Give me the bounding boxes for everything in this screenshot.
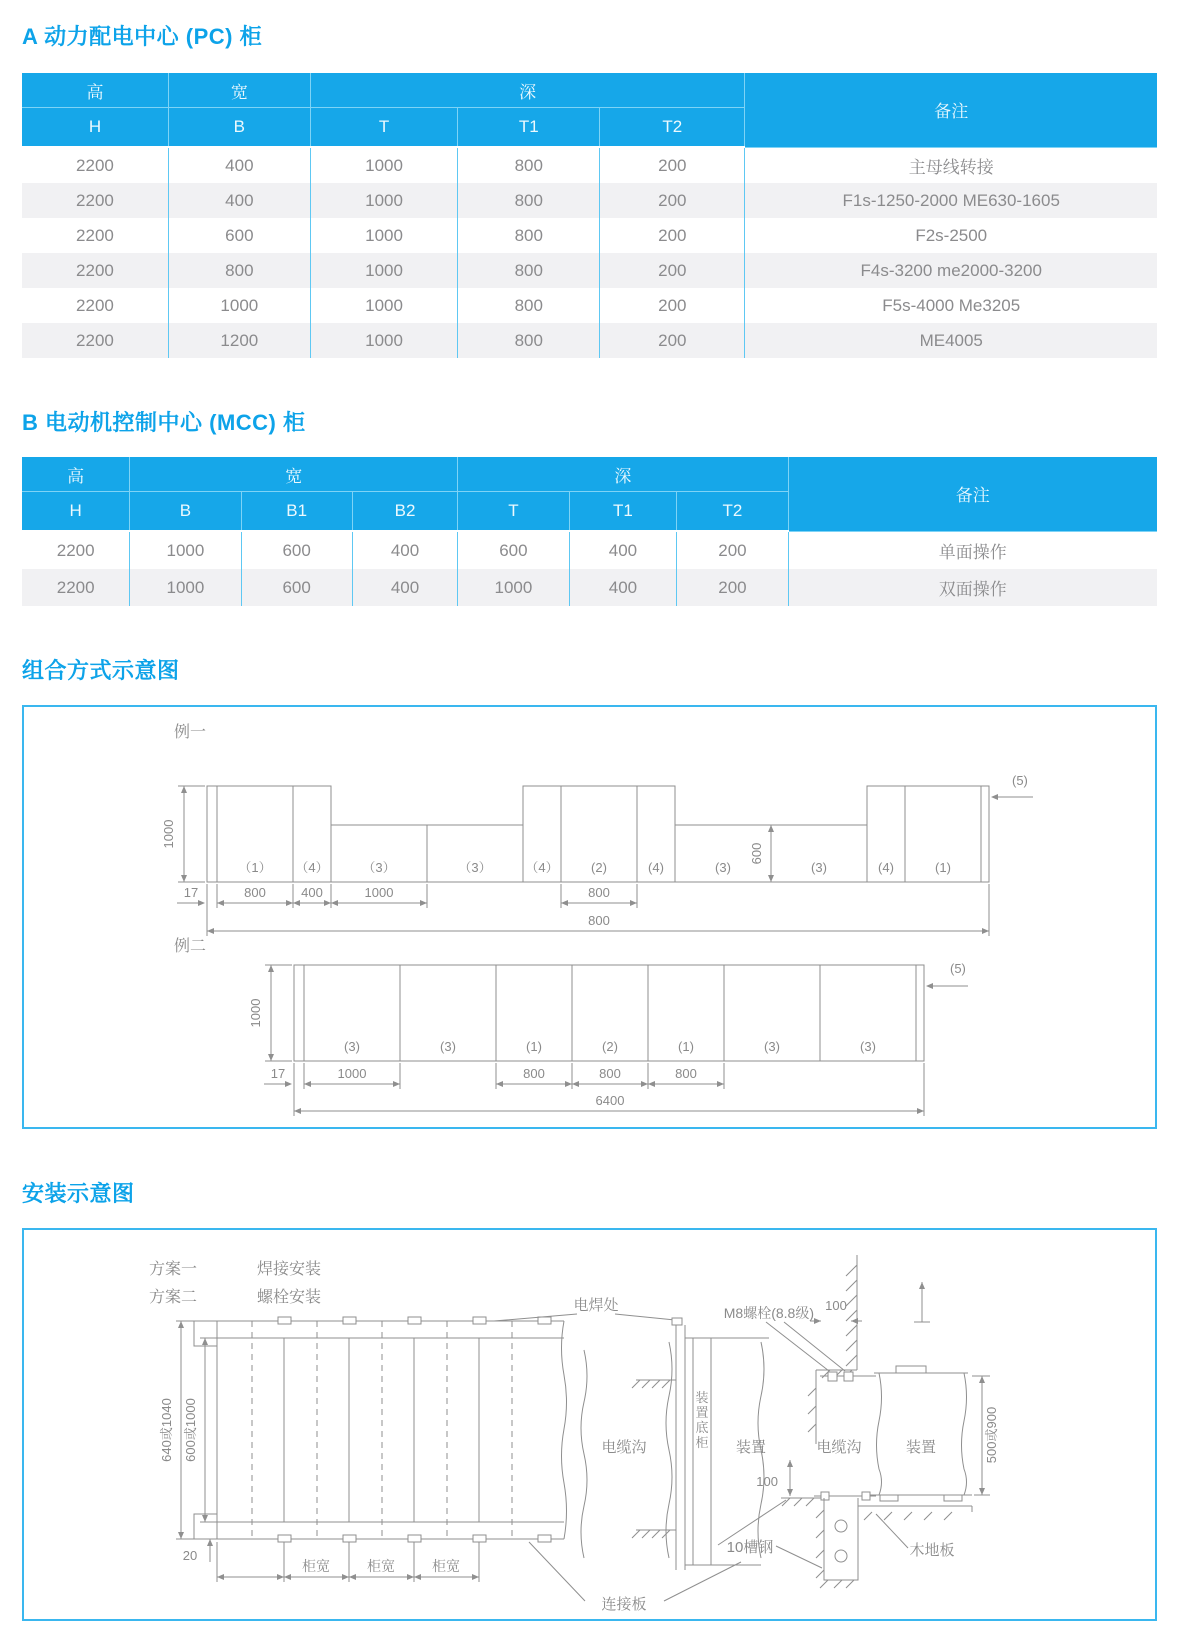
m8-bolt-label: M8螺栓(8.8级) [723,1305,814,1321]
dim-arrowhead [917,1108,924,1114]
block-label: (3) [715,860,731,875]
table-row [22,531,1157,569]
block-label: (2) [602,1039,618,1054]
block-label: （1） [238,860,272,875]
plate-label: 连接板 [601,1596,647,1613]
table-cell: 200 [600,183,745,218]
callout-label: (5) [1012,773,1028,788]
right-cabinet [870,1373,972,1495]
mcc-cabinet-table [22,457,1157,606]
wood-leader [876,1514,908,1548]
wood-floor-label: 木地板 [909,1542,955,1559]
right-end-plate [981,786,989,882]
combination-diagram-svg [24,707,1155,1123]
height-dim-label: 1000 [248,998,263,1028]
lower-bolts [814,1492,876,1500]
table-cell: F2s-2500 [745,218,1157,253]
block-label: (3) [344,1039,360,1054]
table-cell: 600 [168,218,310,253]
cabinet-foot [880,1495,898,1501]
height-dim-label: 1000 [161,819,176,849]
block-label: (1) [935,860,951,875]
table-cell: F1s-1250-2000 ME630-1605 [745,183,1157,218]
right-end-plate [916,965,924,1061]
table-cell: 200 [600,323,745,358]
section-b-title: B 电动机控制中心 (MCC) 柜 [22,410,306,435]
block-label: (4) [648,860,664,875]
table-cell: 1000 [310,288,458,323]
cable-trench-label: 电缆沟 [816,1439,862,1456]
example-label: 例二 [174,938,207,955]
dim-arrowhead [217,900,224,906]
table-cell: 2200 [56,540,95,560]
table-cell: 800 [458,253,600,288]
col-b: B [130,492,241,532]
table-row [22,569,1157,606]
table-cell: 800 [458,288,600,323]
table-cell: 1000 [130,531,241,569]
table-cell: 800 [458,323,600,358]
col-group-remark: 备注 [788,457,1157,531]
table-cell: 1200 [168,323,310,358]
table-cell: 2200 [76,330,114,350]
block-label: （4） [295,860,329,875]
combination-diagram [22,705,1157,1129]
dim-arrowhead [286,900,293,906]
col-group-remark: 备注 [745,73,1157,147]
plan-outline [194,1321,564,1539]
block-label: (3) [764,1039,780,1054]
table-row [22,253,1157,288]
dim-arrowhead [768,825,774,832]
dim-arrowhead [982,928,989,934]
table-cell: 800 [458,147,600,183]
table-cell: 1000 [310,218,458,253]
installation-diagram [22,1228,1157,1621]
table-cell: 1000 [310,253,458,288]
table-cell: 200 [600,253,745,288]
col-group-depth: 深 [310,73,745,108]
block-label: (3) [440,1039,456,1054]
cab-width-label: 柜宽 [302,1558,330,1574]
total-dim-label: 6400 [595,1093,625,1108]
col-h: H [22,492,130,532]
offset-dim-label: 17 [270,1066,286,1081]
dim-arrowhead [268,1054,274,1061]
trench-ledge [781,1498,824,1506]
table-cell: 400 [352,569,458,606]
channel-hole [835,1520,847,1532]
dim-arrowhead [926,983,933,989]
inner-dim-label: 600 [749,842,764,865]
block-label: (1) [526,1039,542,1054]
block-label: (4) [878,860,894,875]
cabinet-top-tab [896,1366,926,1373]
plan-break-edge [562,1321,567,1539]
channel-leaders [718,1500,822,1568]
col-t1: T1 [458,108,600,148]
example-label: 例一 [174,724,207,741]
m8-leaders [766,1322,845,1371]
block-label: (1) [678,1039,694,1054]
plate-leaders [529,1542,741,1601]
col-group-depth: 深 [458,457,788,492]
col-group-width: 宽 [130,457,458,492]
dim-20-label: 20 [182,1548,198,1563]
upper-bolts [820,1372,876,1381]
col-t2: T2 [600,108,745,148]
table-cell: 200 [677,531,788,569]
table-cell: 1000 [310,183,458,218]
device-label: 装置 [736,1439,767,1456]
plan-dashed-joints [252,1321,512,1539]
table-cell: 主母线转接 [745,147,1157,183]
col-t1: T1 [569,492,677,532]
col-h: H [22,108,168,148]
dim-arrowhead [285,1081,292,1087]
installation-diagram-svg [24,1230,1155,1615]
dim-arrowhead [991,794,998,800]
col-b2: B2 [352,492,458,532]
width-dim-label: 800 [523,1066,545,1081]
left-end-plate [207,786,217,882]
wall-top [808,1255,857,1444]
dim-arrowhead [198,900,205,906]
col-t: T [458,492,569,532]
base-cabinet-label: 装置底柜 [695,1390,709,1450]
combo-title: 组合方式示意图 [22,658,180,683]
col-group-width: 宽 [168,73,310,108]
block-label: （4） [525,860,559,875]
cabinet-foot [944,1495,962,1501]
table-cell: 400 [352,531,458,569]
table-cell: ME4005 [745,323,1157,358]
table-cell: 400 [569,569,677,606]
dim-arrowhead [181,786,187,793]
dim-arrowhead [572,1081,579,1087]
block-label: （3） [458,860,492,875]
table-row [22,288,1157,323]
table-cell: 200 [600,288,745,323]
table-cell: 2200 [76,155,114,175]
width-dim-label: 400 [301,885,323,900]
callout-label: (5) [950,961,966,976]
channel-steel [816,1498,858,1588]
width-dim-label: 1000 [337,1066,367,1081]
table-cell: 1000 [458,569,569,606]
dim-arrowhead [561,900,568,906]
dim-arrowhead [768,875,774,882]
bolt-install-label: 螺栓安装 [257,1289,322,1306]
cab-width-label: 柜宽 [367,1558,395,1574]
dim-arrowhead [393,1081,400,1087]
table-cell: 200 [600,218,745,253]
table-cell: 单面操作 [788,531,1157,569]
dim-arrowhead [324,900,331,906]
device-label: 装置 [905,1439,937,1456]
table-cell: 2200 [76,260,114,280]
dim-100-bottom-label: 100 [756,1474,778,1489]
table-cell: 600 [241,531,352,569]
dim-arrowhead [630,900,637,906]
cable-trench-label: 电缆沟 [601,1439,647,1456]
dim-arrowhead [207,928,214,934]
col-b: B [168,108,310,148]
dim-arrowhead [293,900,300,906]
dim-arrowhead [648,1081,655,1087]
table-cell: 400 [569,531,677,569]
dim-640-label: 640或1040 [159,1398,174,1462]
table-cell: 2200 [56,577,95,597]
table-cell: 1000 [310,323,458,358]
table-cell: 600 [458,531,569,569]
wood-floor [858,1506,972,1520]
col-group-height: 高 [22,73,168,108]
dim-arrowhead [420,900,427,906]
dim-arrowhead [565,1081,572,1087]
mid-ledge-hatch [632,1380,676,1538]
dim-100-top-label: 100 [825,1298,847,1313]
table-row [22,147,1157,183]
channel-hole [835,1550,847,1562]
dim-arrowhead [496,1081,503,1087]
table-cell: 800 [458,183,600,218]
table-cell: 2200 [76,225,114,245]
offset-dim-label: 17 [183,885,199,900]
table-cell: 400 [168,147,310,183]
table-row [22,323,1157,358]
channel-steel-label: 10槽钢 [726,1539,774,1556]
cab-width-label: 柜宽 [432,1558,460,1574]
table-row [22,183,1157,218]
block-label: (2) [591,860,607,875]
block-label: (3) [811,860,827,875]
dim-arrowhead [717,1081,724,1087]
table-cell: 双面操作 [788,569,1157,606]
total-dim-label: 800 [588,913,610,928]
weld-tab [672,1318,682,1325]
col-t: T [310,108,458,148]
block-label: (3) [860,1039,876,1054]
table-cell: 800 [458,218,600,253]
section-a-title: A 动力配电中心 (PC) 柜 [22,24,263,49]
weld-leaders [494,1314,675,1321]
weld-point-label: 电焊处 [573,1297,619,1314]
col-b1: B1 [241,492,352,532]
width-dim-label: 800 [244,885,266,900]
dim-500-label: 500或900 [984,1406,999,1464]
dim-arrowhead [331,900,338,906]
install-title: 安装示意图 [22,1181,135,1206]
block-label: （3） [362,860,396,875]
left-end-plate [294,965,304,1061]
table-cell: 800 [168,253,310,288]
table-row [22,218,1157,253]
width-dim-label: 800 [588,885,610,900]
weld-install-label: 焊接安装 [257,1261,322,1278]
table-cell: 1000 [168,288,310,323]
dim-arrowhead [304,1081,311,1087]
table-cell: 400 [168,183,310,218]
dim-arrowhead [268,965,274,972]
col-t2: T2 [677,492,788,532]
pc-cabinet-table [22,73,1157,358]
width-dim-label: 1000 [364,885,394,900]
dim-arrowhead [294,1108,301,1114]
table-cell: F5s-4000 Me3205 [745,288,1157,323]
table-cell: 1000 [310,147,458,183]
table-cell: 2200 [76,190,114,210]
width-dim-label: 800 [599,1066,621,1081]
plan1-label: 方案一 [149,1261,198,1278]
table-cell: 600 [241,569,352,606]
dim-arrowhead [181,875,187,882]
table-cell: F4s-3200 me2000-3200 [745,253,1157,288]
table-cell: 2200 [76,295,114,315]
plan2-label: 方案二 [149,1289,198,1306]
table-cell: 200 [677,569,788,606]
width-dim-label: 800 [675,1066,697,1081]
dim-600-label: 600或1000 [183,1398,198,1462]
table-cell: 1000 [130,569,241,606]
dim-arrowhead [641,1081,648,1087]
col-group-height: 高 [22,457,130,492]
table-cell: 200 [600,147,745,183]
